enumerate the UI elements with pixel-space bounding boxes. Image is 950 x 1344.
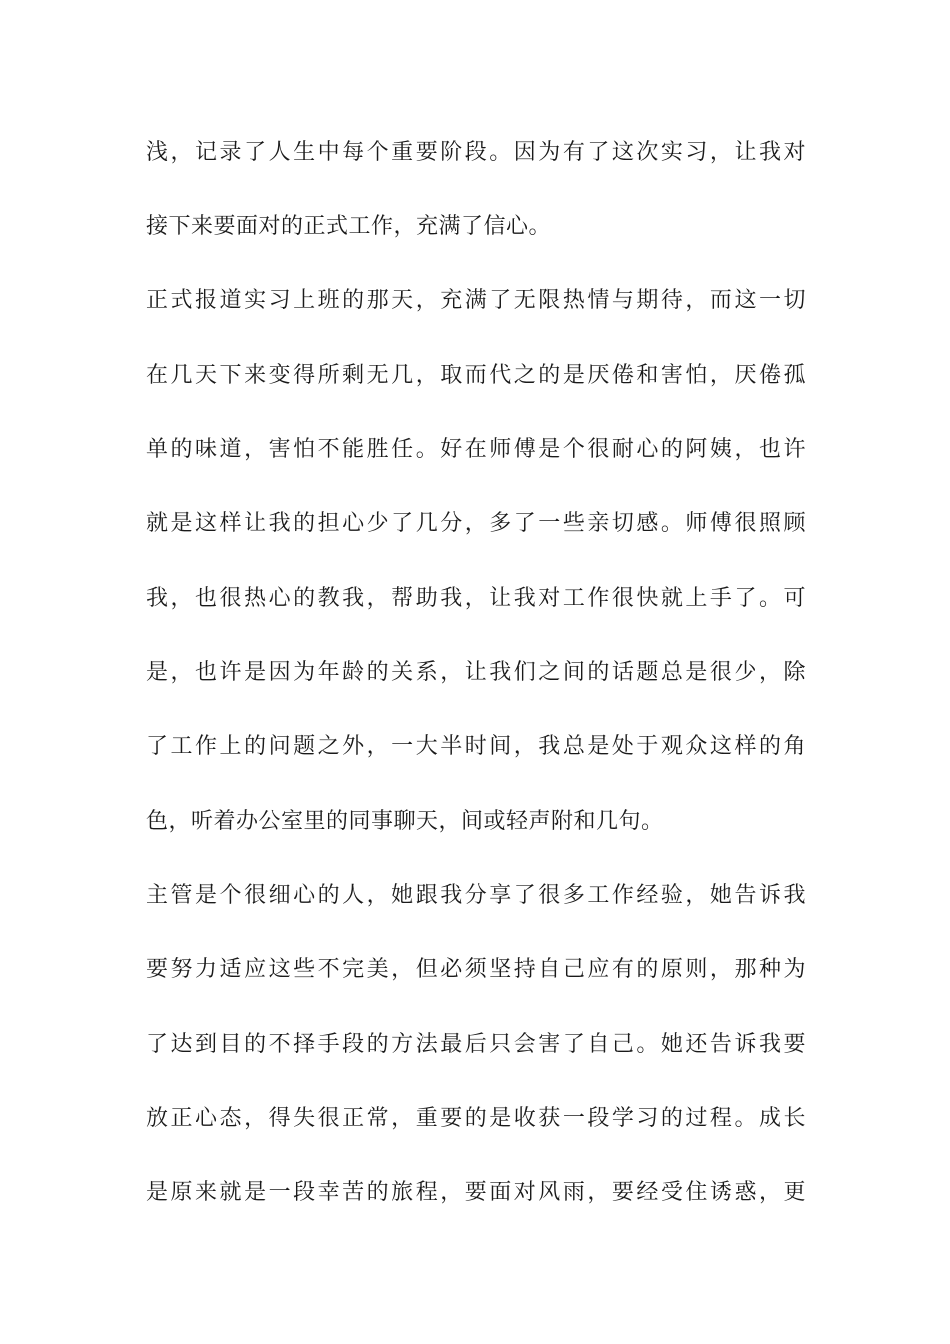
text-line: 了达到目的不择手段的方法最后只会害了自己。她还告诉我要 [146,1032,806,1057]
text-line: 是，也许是因为年龄的关系，让我们之间的话题总是很少，除 [146,660,806,685]
text-line: 主管是个很细心的人，她跟我分享了很多工作经验，她告诉我 [146,883,806,908]
text-line: 了工作上的问题之外，一大半时间，我总是处于观众这样的角 [146,734,806,759]
text-line: 就是这样让我的担心少了几分，多了一些亲切感。师傅很照顾 [146,511,806,536]
text-line: 是原来就是一段幸苦的旅程，要面对风雨，要经受住诱惑，更 [146,1180,806,1205]
text-line: 浅，记录了人生中每个重要阶段。因为有了这次实习，让我对 [146,140,806,165]
text-line: 正式报道实习上班的那天，充满了无限热情与期待，而这一切 [146,288,806,313]
text-line: 在几天下来变得所剩无几，取而代之的是厌倦和害怕，厌倦孤 [146,363,806,388]
text-line: 放正心态，得失很正常，重要的是收获一段学习的过程。成长 [146,1106,806,1131]
text-line: 我，也很热心的教我，帮助我，让我对工作很快就上手了。可 [146,586,806,611]
text-line: 接下来要面对的正式工作，充满了信心。 [146,214,552,239]
text-line: 要努力适应这些不完美，但必须坚持自己应有的原则，那种为 [146,957,806,982]
text-line: 色，听着办公室里的同事聊天，间或轻声附和几句。 [146,809,664,834]
text-line: 单的味道，害怕不能胜任。好在师傅是个很耐心的阿姨，也许 [146,437,806,462]
